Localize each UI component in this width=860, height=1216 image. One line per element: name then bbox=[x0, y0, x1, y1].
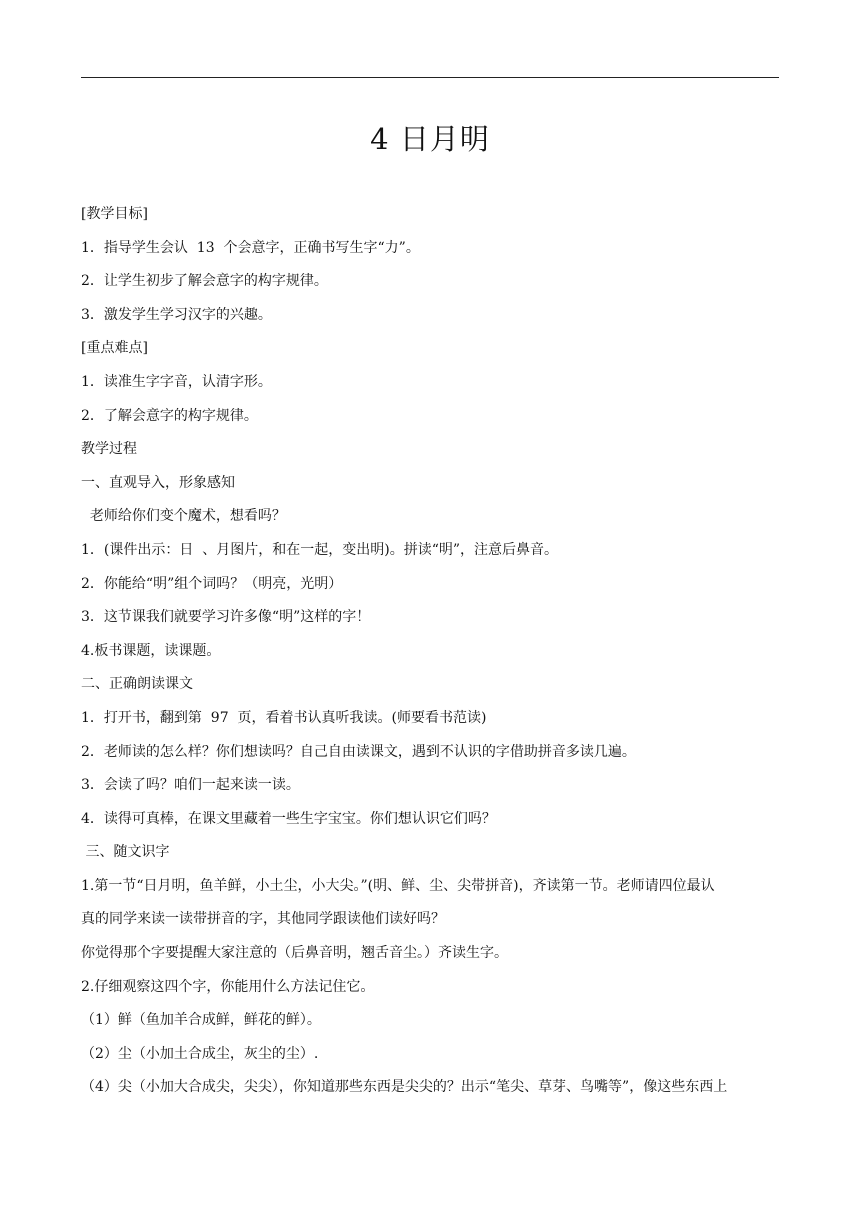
paragraph-line: 2.仔细观察这四个字，你能用什么方法记住它。 bbox=[81, 978, 375, 995]
paragraph-line: （2）尘（小加土合成尘，灰尘的尘）. bbox=[81, 1045, 319, 1062]
objective-item: 1．指导学生会认 13 个会意字，正确书写生字“力”。 bbox=[81, 239, 420, 256]
header-rule bbox=[81, 77, 779, 78]
paragraph-line: 老师给你们变个魔术，想看吗？ bbox=[81, 508, 286, 525]
objective-item: 2．让学生初步了解会意字的构字规律。 bbox=[81, 273, 328, 290]
paragraph-line: 1．打开书，翻到第 97 页，看着书认真听我读。(师要看书范读) bbox=[81, 709, 487, 726]
paragraph-line: 2．老师读的怎么样？你们想读吗？自己自由读课文，遇到不认识的字借助拼音多读几遍。 bbox=[81, 743, 636, 760]
document-title: 4 日月明 bbox=[370, 122, 490, 156]
objective-item: 3．激发学生学习汉字的兴趣。 bbox=[81, 306, 272, 323]
paragraph-line: 你觉得那个字要提醒大家注意的（后鼻音明，翘舌音尘。）齐读生字。 bbox=[81, 945, 508, 962]
paragraph-line: 2．你能给“明”组个词吗？（明亮，光明） bbox=[81, 575, 343, 592]
paragraph-line: 4．读得可真棒，在课文里藏着一些生字宝宝。你们想认识它们吗？ bbox=[81, 810, 496, 827]
section-heading-process: 教学过程 bbox=[81, 441, 137, 458]
paragraph-line: 1．(课件出示：日 、月图片，和在一起，变出明)。拼读“明”，注意后鼻音。 bbox=[81, 541, 559, 558]
document-body bbox=[81, 198, 781, 1105]
paragraph-line: 1.第一节“日月明，鱼羊鲜，小土尘，小大尖。”(明、鲜、尘、尖带拼音)，齐读第一节。老师请四位最认 bbox=[81, 877, 715, 894]
paragraph-line: （1）鲜（鱼加羊合成鲜，鲜花的鲜）。 bbox=[81, 1012, 321, 1029]
step-heading: 三、随文识字 bbox=[81, 844, 170, 861]
paragraph-line: 3．会读了吗？咱们一起来读一读。 bbox=[81, 777, 300, 794]
key-point-item: 2．了解会意字的构字规律。 bbox=[81, 407, 258, 424]
section-heading-key-points: [重点难点] bbox=[81, 340, 148, 357]
paragraph-line: 真的同学来读一读带拼音的字，其他同学跟读他们读好吗？ bbox=[81, 911, 445, 928]
key-point-item: 1．读准生字字音，认清字形。 bbox=[81, 373, 272, 390]
paragraph-line: （4）尖（小加大合成尖，尖尖），你知道那些东西是尖尖的？出示“笔尖、草芽、鸟嘴等”，像这些东西上 bbox=[81, 1079, 728, 1096]
section-heading-objectives: [教学目标] bbox=[81, 206, 148, 222]
step-heading: 一、直观导入，形象感知 bbox=[81, 474, 235, 491]
paragraph-line: 4.板书课题，读课题。 bbox=[81, 642, 221, 659]
paragraph-line: 3．这节课我们就要学习许多像“明”这样的字！ bbox=[81, 609, 371, 626]
step-heading: 二、正确朗读课文 bbox=[81, 676, 193, 693]
